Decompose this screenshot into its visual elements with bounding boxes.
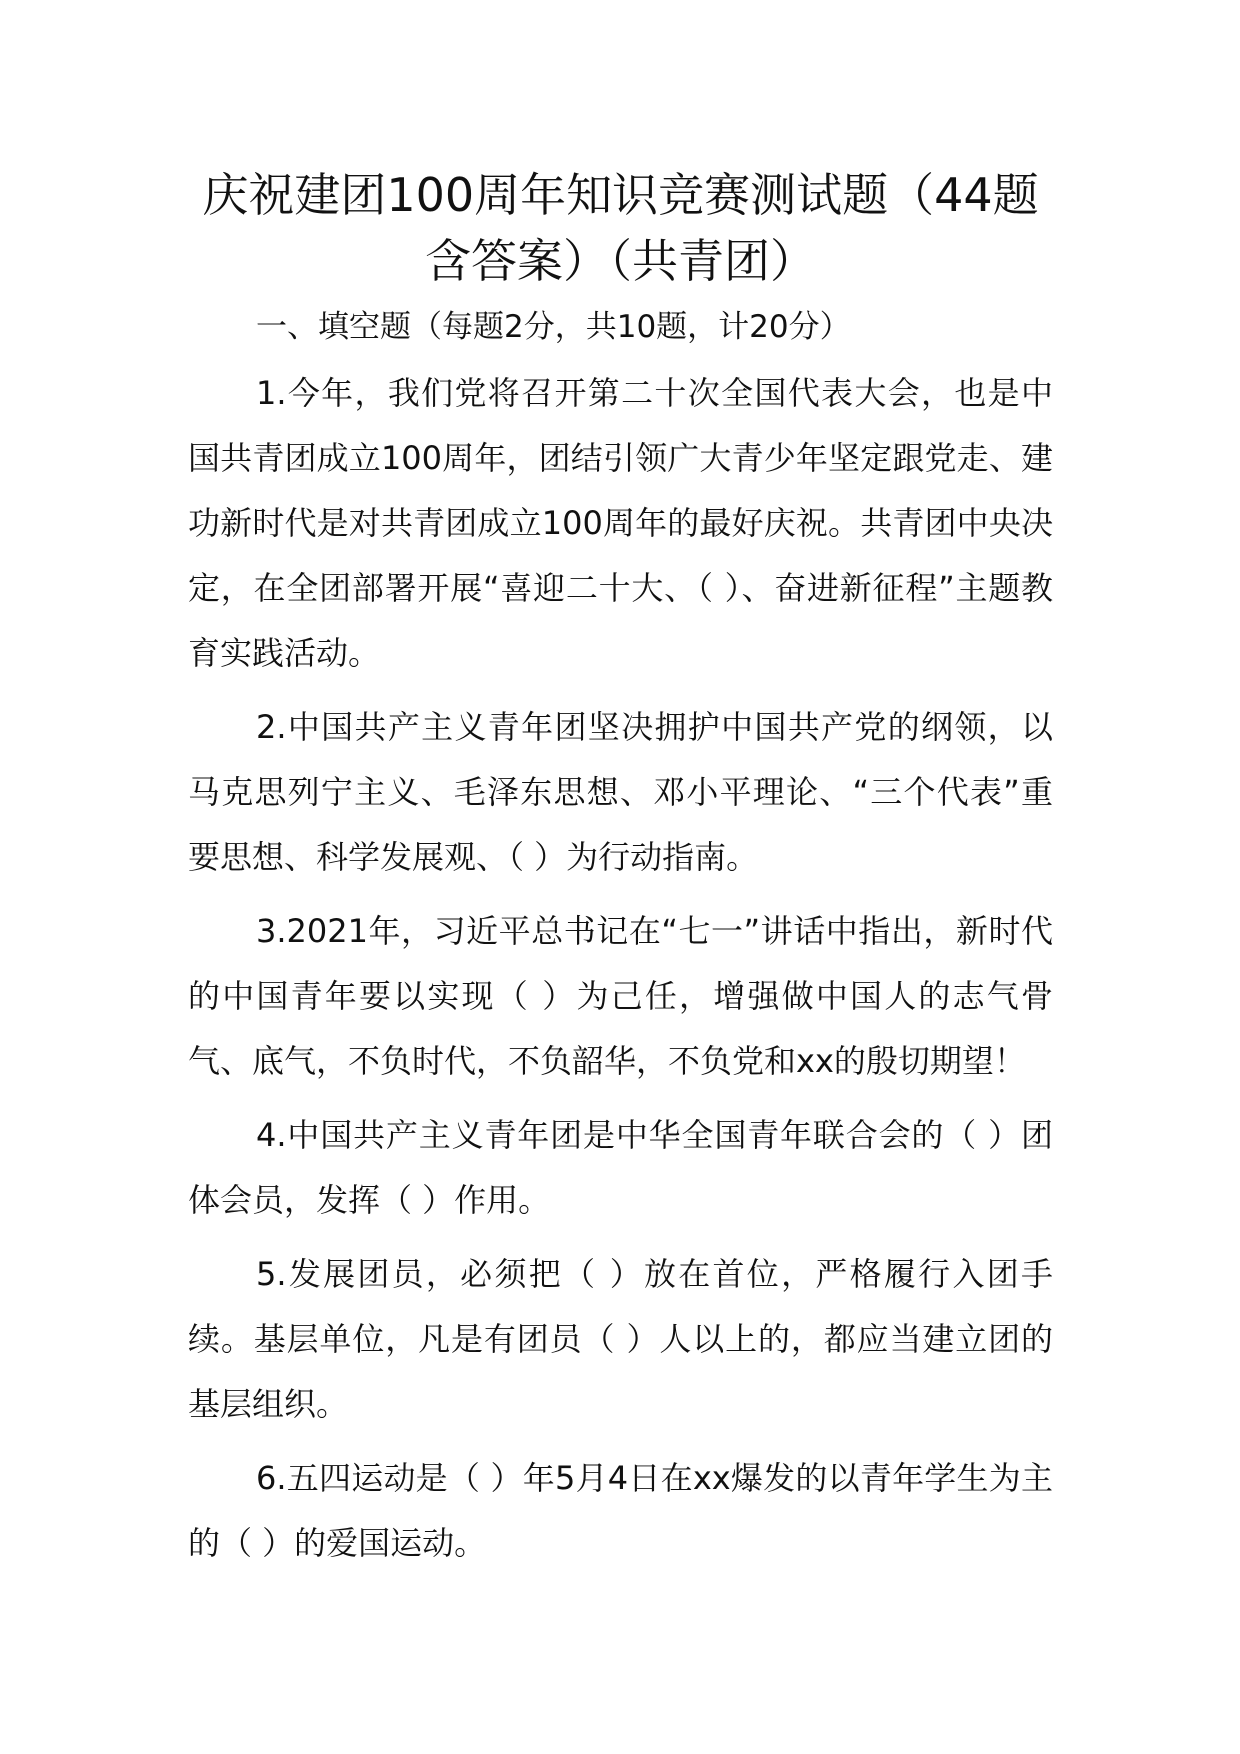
- question-3: 3.2021年，习近平总书记在“七一”讲话中指出，新时代的中国青年要以实现（ ）为己任，增强做中国人的志气骨气、底气，不负时代，不负韶华，不负党和xx的殷切期望！: [188, 912, 1053, 1080]
- document-content: [188, 162, 1053, 1576]
- title-line-2: 含答案）（共青团）: [425, 234, 816, 288]
- question-6: 6.五四运动是（ ）年5月4日在xx爆发的以青年学生为主的（ ）的爱国运动。: [188, 1459, 1053, 1562]
- document-title: [188, 162, 1053, 294]
- question-1: 1.今年，我们党将召开第二十次全国代表大会，也是中国共青团成立100周年，团结引领广大青少年坚定跟党走、建功新时代是对共青团成立100周年的最好庆祝。共青团中央决定，在全团部署开展“喜迎二十大、（ ）、奋进新征程”主题教育实践活动。: [188, 374, 1053, 672]
- question-2: 2.中国共产主义青年团坚决拥护中国共产党的纲领，以马克思列宁主义、毛泽东思想、邓小平理论、“三个代表”重要思想、科学发展观、（ ）为行动指南。: [188, 708, 1053, 876]
- section-heading: 一、填空题（每题2分，共10题，计20分）: [256, 309, 851, 345]
- question-5: 5.发展团员，必须把（ ）放在首位，严格履行入团手续。基层单位，凡是有团员（ ）人以上的，都应当建立团的基层组织。: [188, 1255, 1053, 1423]
- question-4: 4.中国共产主义青年团是中华全国青年联合会的（ ）团体会员，发挥（ ）作用。: [188, 1116, 1053, 1219]
- title-line-1: 庆祝建团100周年知识竞赛测试题（44题: [202, 168, 1039, 222]
